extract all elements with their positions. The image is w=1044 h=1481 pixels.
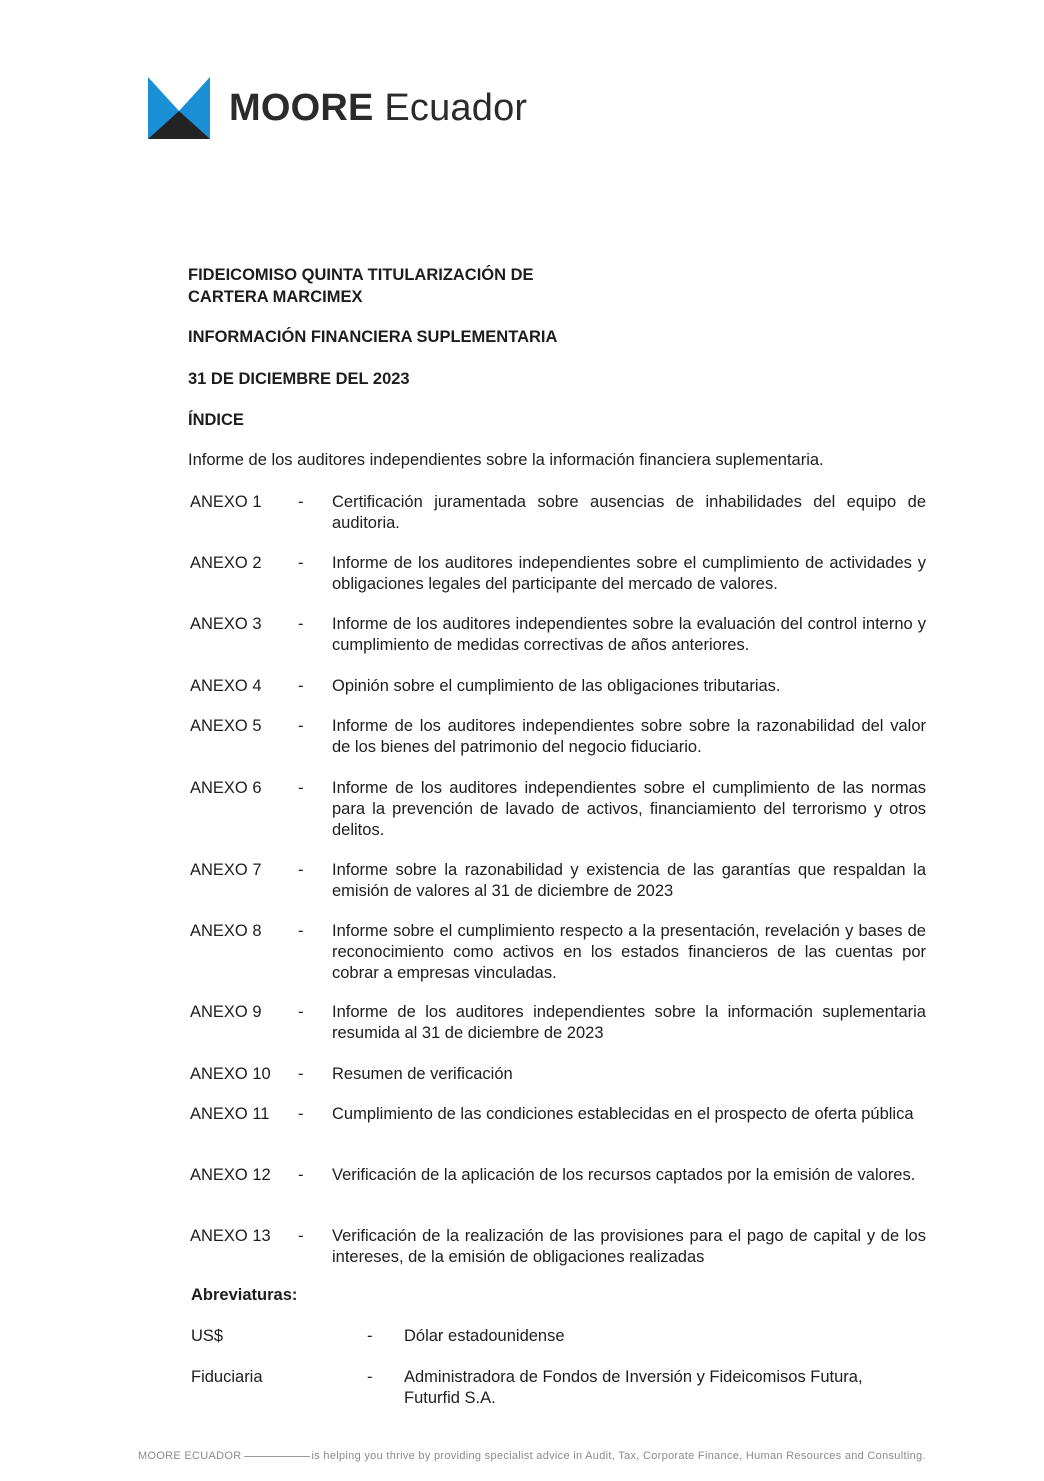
annex-item-9 [190, 1002, 926, 1044]
abbreviation-term: US$ [191, 1327, 224, 1345]
abbreviation-dash: - [367, 1327, 373, 1345]
annex-item-10 [190, 1064, 926, 1085]
annex-dash: - [298, 779, 304, 797]
annex-description: Cumplimiento de las condiciones establecidas en el prospecto de oferta pública [332, 1105, 914, 1123]
annex-description: Informe sobre el cumplimiento respecto a la presentación, revelación y bases de reconocimiento como activos en los estados financieros de las cuentas por cobrar a empresas vinculadas. [332, 922, 926, 982]
abbreviation-item-usd [191, 1326, 891, 1347]
annex-description: Certificación juramentada sobre ausencias de inhabilidades del equipo de auditoria. [332, 493, 926, 532]
annex-dash: - [298, 1227, 304, 1245]
annex-label: ANEXO 7 [190, 861, 262, 879]
annex-label: ANEXO 4 [190, 677, 262, 695]
annex-item-4 [190, 676, 926, 697]
abbreviation-definition: Administradora de Fondos de Inversión y Fideicomisos Futura, Futurfid S.A. [404, 1368, 863, 1407]
annex-description: Resumen de verificación [332, 1065, 513, 1083]
annex-description: Verificación de la realización de las provisiones para el pago de capital y de los intereses, de la emisión de obligaciones realizadas [332, 1227, 926, 1266]
annex-dash: - [298, 717, 304, 735]
annex-dash: - [298, 1003, 304, 1021]
abbreviation-item-fiduciaria [191, 1367, 891, 1409]
annex-dash: - [298, 493, 304, 511]
annex-label: ANEXO 9 [190, 1003, 262, 1021]
doc-subtitle: INFORMACIÓN FINANCIERA SUPLEMENTARIA [188, 328, 558, 346]
annex-label: ANEXO 5 [190, 717, 262, 735]
abbreviation-term: Fiduciaria [191, 1368, 263, 1386]
annex-label: ANEXO 8 [190, 922, 262, 940]
annex-dash: - [298, 861, 304, 879]
annex-dash: - [298, 615, 304, 633]
abbreviation-dash: - [367, 1368, 373, 1386]
annex-item-1 [190, 492, 926, 534]
annex-label: ANEXO 2 [190, 554, 262, 572]
annex-label: ANEXO 12 [190, 1166, 271, 1184]
annex-dash: - [298, 1065, 304, 1083]
annex-dash: - [298, 554, 304, 572]
annex-item-11 [190, 1104, 926, 1125]
annex-dash: - [298, 922, 304, 940]
annex-dash: - [298, 1105, 304, 1123]
annex-label: ANEXO 11 [190, 1105, 270, 1123]
annex-label: ANEXO 13 [190, 1227, 271, 1245]
footer-tagline: is helping you thrive by providing specialist advice in Audit, Tax, Corporate Finance, Human Resources and Consulting. [311, 1450, 926, 1462]
logo-wordmark [229, 87, 527, 130]
footer-brand: MOORE ECUADOR [138, 1450, 242, 1462]
index-heading: ÍNDICE [188, 411, 244, 429]
annex-item-7 [190, 860, 926, 902]
annex-label: ANEXO 6 [190, 779, 262, 797]
annex-description: Informe de los auditores independientes sobre la evaluación del control interno y cumplimiento de medidas correctivas de años anteriores. [332, 615, 926, 654]
annex-item-6 [190, 778, 926, 841]
annex-item-12 [190, 1165, 926, 1186]
annex-description: Informe de los auditores independientes sobre el cumplimiento de actividades y obligaciones legales del participante del mercado de valores. [332, 554, 926, 593]
doc-title-line-2: CARTERA MARCIMEX [188, 288, 363, 306]
annex-item-5 [190, 716, 926, 758]
annex-description: Informe sobre la razonabilidad y existencia de las garantías que respaldan la emisión de valores al 31 de diciembre de 2023 [332, 861, 926, 900]
annex-item-8 [190, 921, 926, 984]
annex-item-2 [190, 553, 926, 595]
annex-dash: - [298, 1166, 304, 1184]
annex-description: Informe de los auditores independientes sobre sobre la razonabilidad del valor de los bienes del patrimonio del negocio fiduciario. [332, 717, 926, 756]
page-footer [138, 1450, 926, 1462]
footer-rule [244, 1456, 310, 1457]
abbreviations-heading: Abreviaturas: [191, 1286, 298, 1304]
annex-label: ANEXO 3 [190, 615, 262, 633]
annex-description: Informe de los auditores independientes sobre el cumplimiento de las normas para la prevención de lavado de activos, financiamiento del terrorismo y otros delitos. [332, 779, 926, 839]
annex-description: Opinión sobre el cumplimiento de las obligaciones tributarias. [332, 677, 781, 695]
annex-description: Informe de los auditores independientes sobre la información suplementaria resumida al 31 de diciembre de 2023 [332, 1003, 926, 1042]
annex-dash: - [298, 677, 304, 695]
annex-label: ANEXO 1 [190, 493, 262, 511]
logo-region: Ecuador [384, 86, 528, 129]
annex-label: ANEXO 10 [190, 1065, 271, 1083]
doc-date: 31 DE DICIEMBRE DEL 2023 [188, 370, 410, 388]
intro-text: Informe de los auditores independientes sobre la información financiera suplementaria. [188, 451, 824, 469]
annex-item-13 [190, 1226, 926, 1268]
logo-brand: MOORE [229, 86, 374, 129]
annex-description: Verificación de la aplicación de los recursos captados por la emisión de valores. [332, 1166, 916, 1184]
annex-item-3 [190, 614, 926, 656]
abbreviation-definition: Dólar estadounidense [404, 1327, 565, 1345]
moore-logo [148, 77, 527, 139]
moore-logo-mark-icon [148, 77, 210, 139]
doc-title-line-1: FIDEICOMISO QUINTA TITULARIZACIÓN DE [188, 266, 534, 284]
